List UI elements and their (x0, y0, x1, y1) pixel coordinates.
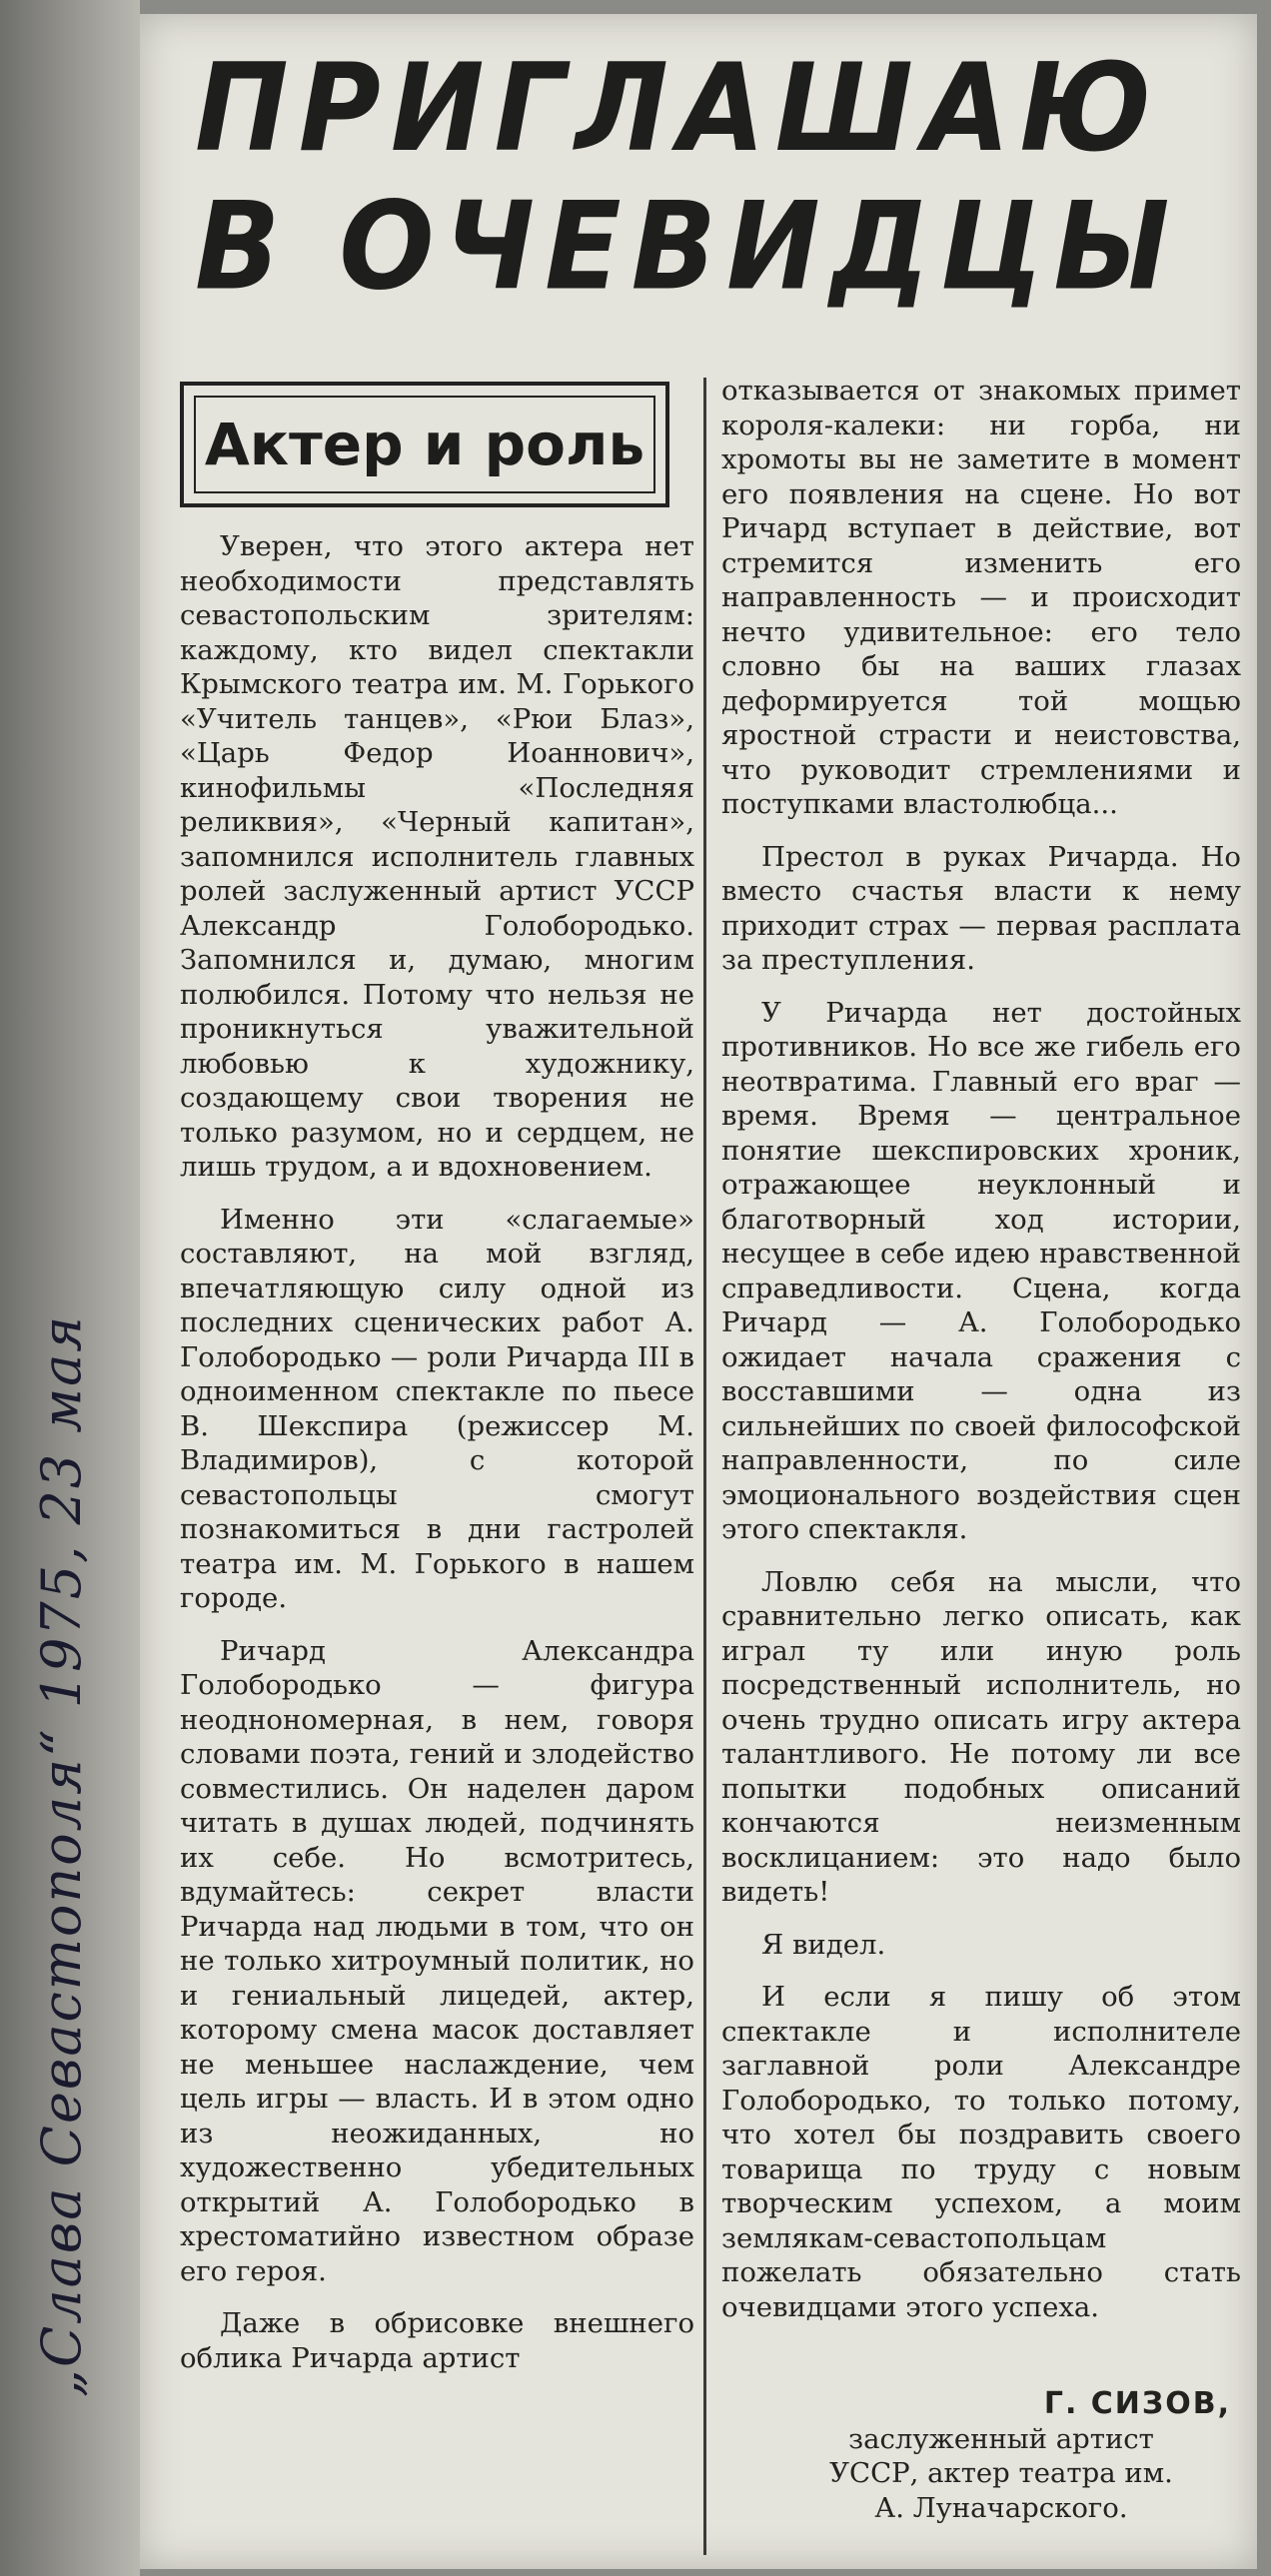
author-role-line: УССР, актер театра им. (829, 2457, 1173, 2489)
signature-block (721, 2387, 1241, 2525)
left-column (180, 529, 694, 2393)
headline (195, 40, 1224, 316)
handwritten-source-note: „Слава Севастополя“ 1975, 23 мая (30, 1313, 93, 2397)
paragraph: Я видел. (761, 1928, 886, 1961)
column-divider (703, 378, 706, 2555)
paragraph: У Ричарда нет достойных противников. Но все же гибель его неотвратима. Главный его враг — время. Время — центральное понятие шекспировских хроник, отражающее неуклонный и благотворный ход истории, несущее в себе идею нравственной справедливости. Сцена, когда Ричард — А. Голобородько ожидает начала сражения с восставшими — одна из сильнейших по своей философской направленности, по силе эмоционального воздействия сцен этого спектакля. (721, 996, 1241, 1545)
paragraph: И если я пишу об этом спектакле и исполнителе заглавной роли Александре Голобородько, то только потому, что хотел бы поздравить своего товарища по труду с новым творческим успехом, а моим землякам-севастопольцам пожелать обязательно стать очевидцами этого успеха. (721, 1981, 1241, 2323)
author-role-line: А. Луначарского. (874, 2491, 1128, 2524)
paragraph: Престол в руках Ричарда. Но вместо счастья власти к нему приходит страх — первая расплата за преступления. (721, 840, 1241, 976)
rubric-box (180, 382, 669, 507)
rubric-title: Актер и роль (194, 396, 655, 493)
headline-line-2: В ОЧЕВИДЦЫ (195, 177, 1180, 318)
paragraph: отказывается от знакомых примет короля-калеки: ни горба, ни хромоты вы не заметите в момент его появления на сцене. Но вот Ричард вступает в действие, вот стремится изменить его направленность — и происходит нечто удивительное: его тело словно бы на ваших глазах деформируется той мощью яростной страсти и неистовства, что руководит стремлениями и поступками властолюбца... (721, 375, 1241, 820)
paragraph: Именно эти «слагаемые» составляют, на мой взгляд, впечатляющую силу одной из последних сценических работ А. Голобородько — роли Ричарда III в одноименном спектакле по пьесе В. Шекспира (режиссер М. Владимиров), с которой севастопольцы смогут познакомиться в дни гастролей театра им. М. Горького в нашем городе. (180, 1203, 694, 1614)
paragraph: Ловлю себя на мысли, что сравнительно легко описать, как играл ту или иную роль посредственный исполнитель, но очень трудно описать игру актера талантливого. Не потому ли все попытки подобных описаний кончаются неизменным восклицанием: это надо было видеть! (721, 1565, 1241, 1908)
author-name: Г. СИЗОВ, (1043, 2386, 1231, 2421)
paragraph: Уверен, что этого актера нет необходимости представлять севастопольским зрителям: каждому, кто видел спектакли Крымского театра им. М. Горького «Учитель танцев», «Рюи Блаз», «Царь Федор Иоаннович», кинофильмы «Последняя реликвия», «Черный капитан», запомнился исполнитель главных ролей заслуженный артист УССР Александр Голобородько. Запомнился и, думаю, многим полюбился. Потому что нельзя не проникнуться уважительной любовью к художнику, создающему свои творения не только разумом, но и сердцем, не лишь трудом, а и вдохновением. (180, 530, 694, 1183)
right-column (721, 374, 1241, 2342)
paragraph: Ричард Александра Голобородько — фигура неоднономерная, в нем, говоря словами поэта, гений и злодейство совместились. Он наделен даром читать в душах людей, подчинять их себе. Но всмотритесь, вдумайтесь: секрет власти Ричарда над людьми в том, что он не только хитроумный политик, но и гениальный лицедей, актер, которому смена масок доставляет не меньшее наслаждение, чем цель игры — власть. И в этом одно из неожиданных, но художественно убедительных открытий А. Голобородько в хрестоматийно известном образе его героя. (180, 1634, 694, 2287)
paragraph: Даже в обрисовке внешнего облика Ричарда артист (180, 2307, 694, 2374)
headline-line-1: ПРИГЛАШАЮ (195, 38, 1162, 180)
author-role-line: заслуженный артист (848, 2422, 1154, 2455)
